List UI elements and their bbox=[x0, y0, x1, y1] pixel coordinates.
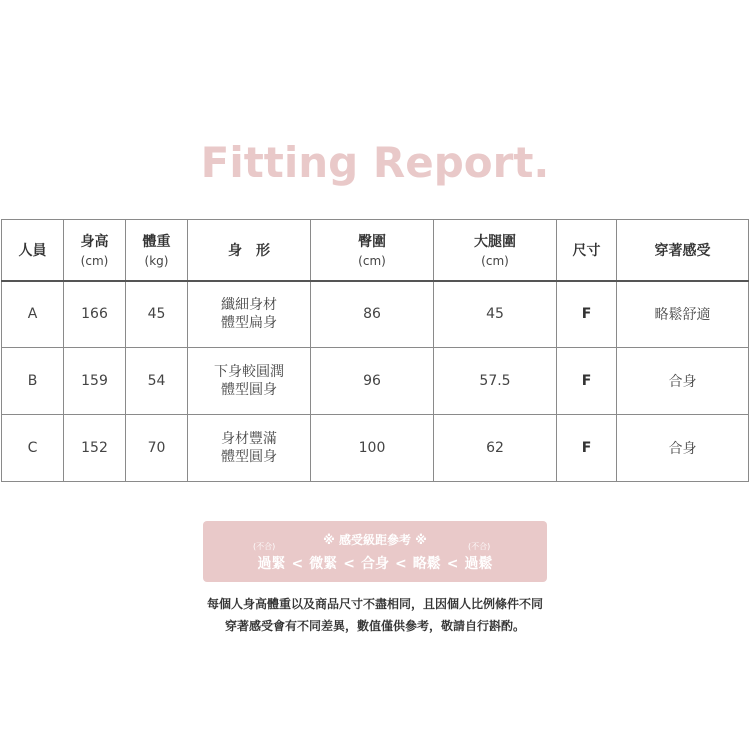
cell-hip: 86 bbox=[311, 281, 434, 348]
cell-shape: 下身較圓潤 體型圓身 bbox=[188, 348, 311, 415]
cell-weight: 70 bbox=[126, 415, 188, 482]
disclaimer-line-2: 穿著感受會有不同差異，數值僅供參考，敬請自行斟酌。 bbox=[224, 619, 525, 633]
page-title: Fitting Report. bbox=[200, 138, 550, 187]
table-row bbox=[2, 348, 749, 415]
cell-height: 166 bbox=[64, 281, 126, 348]
table-row bbox=[2, 281, 749, 348]
column-header-feel: 穿著感受 bbox=[617, 220, 749, 281]
column-header-size: 尺寸 bbox=[557, 220, 617, 281]
level-slightly-tight: 微緊 bbox=[309, 556, 338, 572]
disclaimer-line-1: 每個人身高體重以及商品尺寸不盡相同，且因個人比例條件不同 bbox=[206, 597, 543, 611]
cell-weight: 45 bbox=[126, 281, 188, 348]
fitting-report-table bbox=[1, 219, 749, 482]
column-header-thigh: 大腿圍 (cm) bbox=[434, 220, 557, 281]
misfit-note-right: (不合) bbox=[468, 542, 491, 551]
fit-scale-header: ※ 感受級距參考 ※ bbox=[323, 533, 427, 547]
cell-feel: 合身 bbox=[617, 415, 749, 482]
cell-shape: 纖細身材 體型扁身 bbox=[188, 281, 311, 348]
cell-thigh: 57.5 bbox=[434, 348, 557, 415]
cell-hip: 100 bbox=[311, 415, 434, 482]
cell-thigh: 62 bbox=[434, 415, 557, 482]
cell-height: 152 bbox=[64, 415, 126, 482]
column-header-height: 身高 (cm) bbox=[64, 220, 126, 281]
cell-person: C bbox=[2, 415, 64, 482]
cell-shape: 身材豐滿 體型圓身 bbox=[188, 415, 311, 482]
fit-scale-legend bbox=[203, 521, 547, 582]
level-fit: 合身 bbox=[361, 556, 389, 572]
disclaimer-note bbox=[0, 593, 750, 637]
table-row bbox=[2, 415, 749, 482]
cell-height: 159 bbox=[64, 348, 126, 415]
column-header-weight: 體重 (kg) bbox=[126, 220, 188, 281]
cell-hip: 96 bbox=[311, 348, 434, 415]
cell-feel: 略鬆舒適 bbox=[617, 281, 749, 348]
cell-person: A bbox=[2, 281, 64, 348]
cell-thigh: 45 bbox=[434, 281, 557, 348]
column-header-person: 人員 bbox=[2, 220, 64, 281]
cell-person: B bbox=[2, 348, 64, 415]
cell-size: F bbox=[557, 348, 617, 415]
cell-weight: 54 bbox=[126, 348, 188, 415]
column-header-hip: 臀圍 (cm) bbox=[311, 220, 434, 281]
cell-size: F bbox=[557, 281, 617, 348]
cell-size: F bbox=[557, 415, 617, 482]
table-header-row bbox=[2, 220, 749, 281]
level-slightly-loose: 略鬆 bbox=[412, 556, 441, 572]
column-header-shape: 身 形 bbox=[188, 220, 311, 281]
level-too-loose: 過鬆 bbox=[464, 556, 493, 572]
level-too-tight: 過緊 bbox=[257, 556, 286, 572]
misfit-note-left: (不合) bbox=[253, 542, 276, 551]
cell-feel: 合身 bbox=[617, 348, 749, 415]
fit-scale-levels: 過緊 < 微緊 < 合身 < 略鬆 < 過鬆 bbox=[257, 556, 493, 572]
